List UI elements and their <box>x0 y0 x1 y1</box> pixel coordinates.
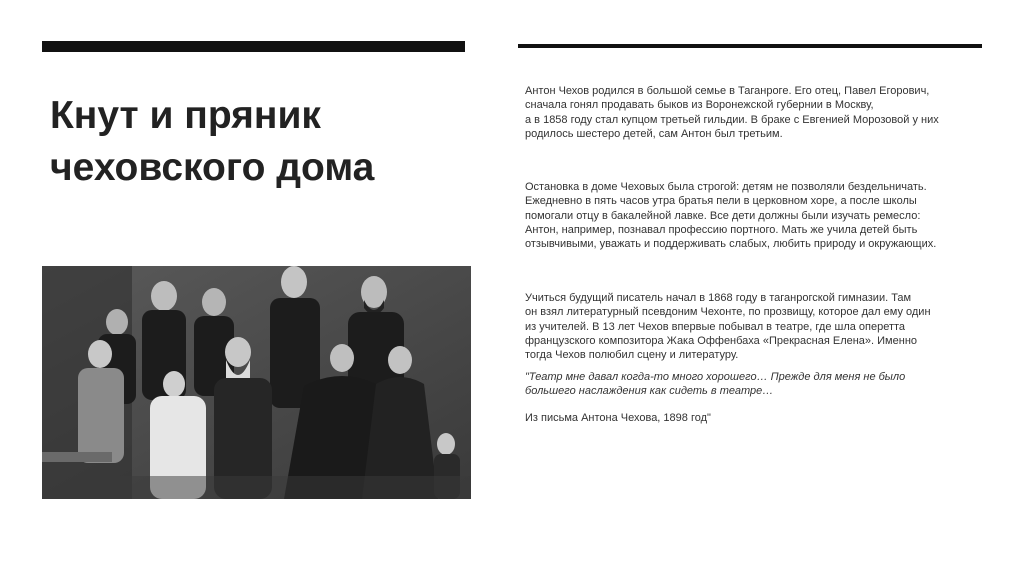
paragraph-line: помогали отцу в бакалейной лавке. Все дети должны были изучать ремесло: <box>525 209 921 222</box>
quote-line: большего наслаждения как сидеть в театре… <box>525 385 774 398</box>
paragraph-line: тогда Чехов полюбил сцену и литературу. <box>525 349 739 362</box>
top-right-rule <box>518 44 982 48</box>
slide-title <box>50 90 470 194</box>
quote <box>525 370 975 399</box>
paragraph-education <box>525 291 975 362</box>
paragraph-line: он взял литературный псевдоним Чехонте, по прозвищу, которое дал ему один <box>525 306 931 319</box>
paragraph-line: отзывчивыми, уважать и поддерживать слабых, любить природу и окружающих. <box>525 238 937 251</box>
top-left-rule <box>42 41 465 52</box>
paragraph-line: родилось шестеро детей, сам Антон был третьим. <box>525 127 783 140</box>
quote-source <box>525 411 975 425</box>
family-photo <box>42 266 471 499</box>
slide-title-line-1: Кнут и пряник <box>50 94 321 137</box>
quote-source-text: Из письма Антона Чехова, 1898 год" <box>525 412 711 424</box>
paragraph-line: Антон Чехов родился в большой семье в Таганроге. Его отец, Павел Егорович, <box>525 85 930 97</box>
paragraph-line: французского композитора Жака Оффенбаха «Прекрасная Елена». Именно <box>525 334 918 347</box>
paragraph-line: а в 1858 году стал купцом третьей гильдии. В браке с Евгенией Морозовой у них <box>525 113 939 126</box>
slide-title-line-2: чеховского дома <box>50 146 375 189</box>
paragraph-line: Остановка в доме Чеховых была строгой: детям не позволяли бездельничать. <box>525 181 927 193</box>
paragraph-line: Антон, например, познавал профессию портного. Мать же учила детей быть <box>525 223 918 236</box>
paragraph-biography <box>525 84 975 141</box>
paragraph-line: Учиться будущий писатель начал в 1868 году в таганрогской гимназии. Там <box>525 292 912 304</box>
paragraph-line: сначала гонял продавать быков из Воронежской губернии в Москву, <box>525 99 874 112</box>
paragraph-home-life <box>525 180 975 251</box>
paragraph-line: Ежедневно в пять часов утра братья пели в церковном хоре, а после школы <box>525 195 917 208</box>
family-photo-icon <box>42 266 471 499</box>
paragraph-line: из учителей. В 13 лет Чехов впервые побывал в театре, где шла оперетта <box>525 320 906 333</box>
quote-line: "Театр мне давал когда-то много хорошего… Прежде для меня не было <box>525 371 906 383</box>
